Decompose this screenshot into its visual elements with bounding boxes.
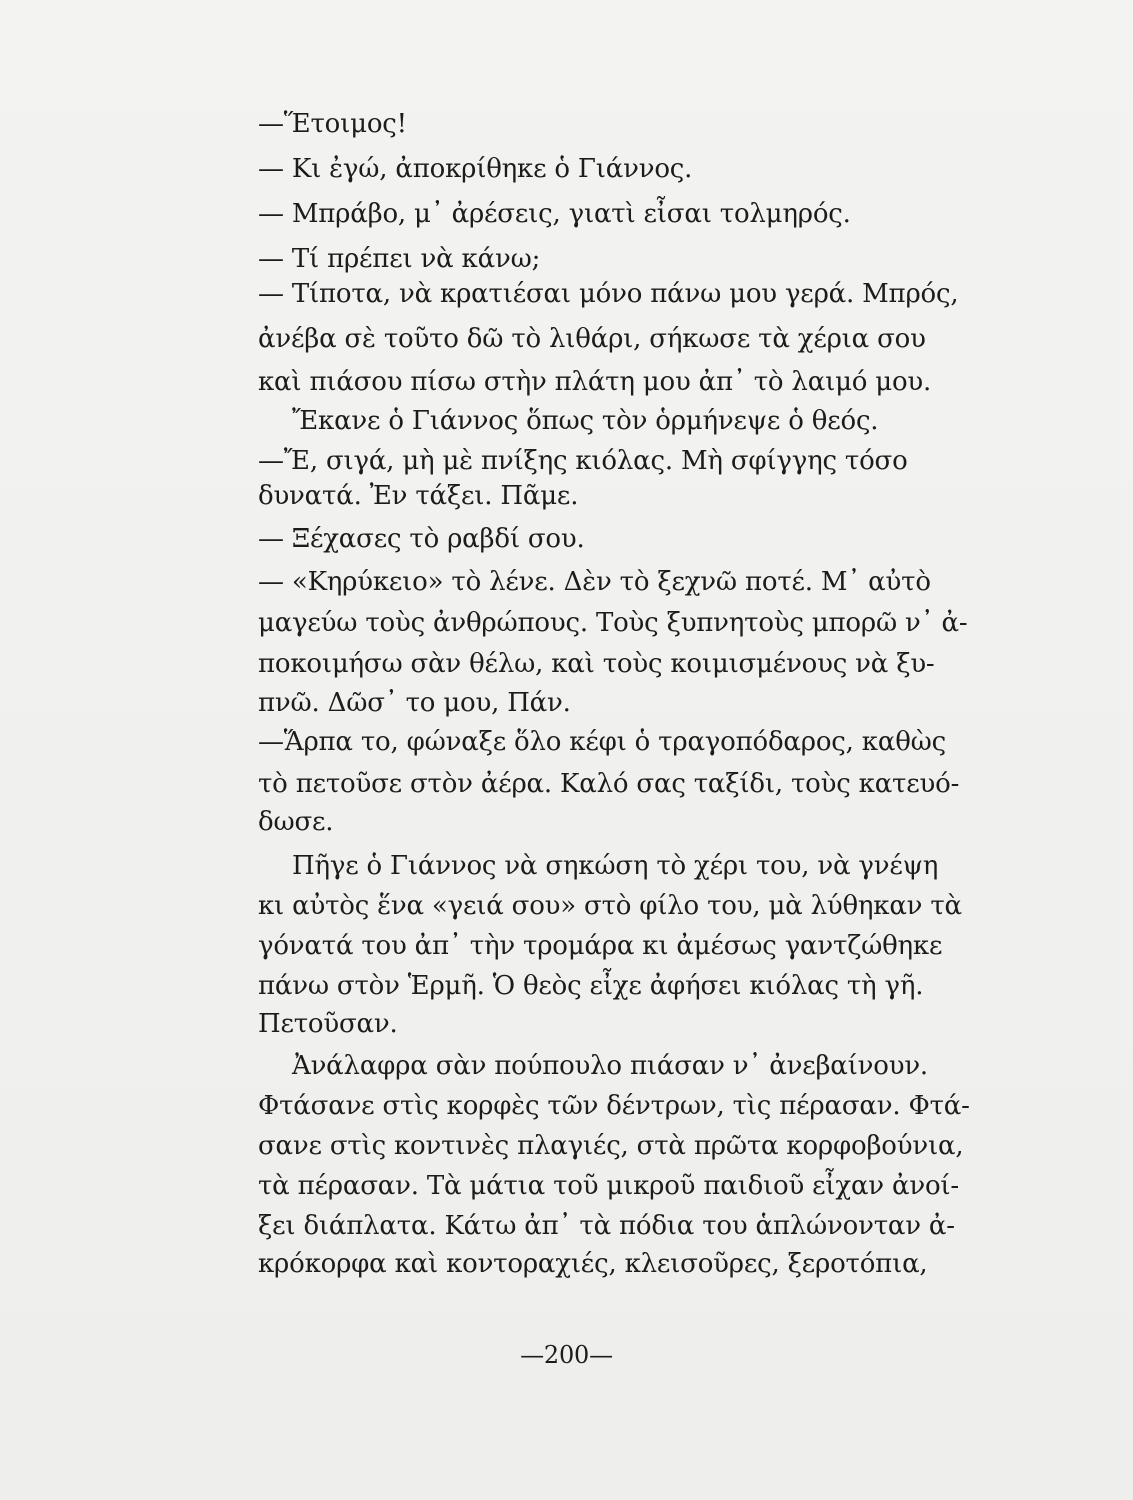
text-line: Φτάσανε στὶς κορφὲς τῶν δέντρων, τὶς πέρασαν. Φτά-: [258, 1091, 970, 1121]
text-line: Ἔκανε ὁ Γιάννος ὅπως τὸν ὁρμήνεψε ὁ θεός.: [292, 406, 879, 436]
text-line: κι αὐτὸς ἕνα «γειά σου» στὸ φίλο του, μὰ λύθηκαν τὰ: [258, 891, 962, 921]
text-line: γόνατά του ἀπ᾽ τὴν τρομάρα κι ἀμέσως γαντζώθηκε: [258, 931, 943, 961]
text-line: — «Κηρύκειο» τὸ λένε. Δὲν τὸ ξεχνῶ ποτέ. Μ᾽ αὐτὸ: [258, 567, 931, 597]
text-line: —Ἅρπα το, φώναξε ὅλο κέφι ὁ τραγοπόδαρος, καθὼς: [258, 727, 947, 757]
text-line: —Ἔ, σιγά, μὴ μὲ πνίξης κιόλας. Μὴ σφίγγης τόσο: [258, 446, 908, 476]
text-line: δωσε.: [258, 807, 334, 837]
text-line: Πῆγε ὁ Γιάννος νὰ σηκώση τὸ χέρι του, νὰ γνέψη: [292, 851, 939, 881]
text-line: Ἀνάλαφρα σὰν πούπουλο πιάσαν ν᾽ ἀνεβαίνουν.: [292, 1051, 928, 1081]
text-line: — Τί πρέπει νὰ κάνω;: [258, 244, 541, 274]
text-line: — Μπράβο, μ᾽ ἀρέσεις, γιατὶ εἶσαι τολμηρός.: [258, 199, 851, 229]
text-line: ξει διάπλατα. Κάτω ἀπ᾽ τὰ πόδια του ἁπλώνονταν ἀ-: [258, 1211, 955, 1241]
text-line: τὸ πετοῦσε στὸν ἀέρα. Καλό σας ταξίδι, τοὺς κατευό-: [258, 769, 960, 799]
text-line: κρόκορφα καὶ κοντοραχιές, κλεισοῦρες, ξεροτόπια,: [258, 1249, 928, 1279]
text-line: ποκοιμήσω σὰν θέλω, καὶ τοὺς κοιμισμένους νὰ ξυ-: [258, 649, 935, 679]
text-line: — Κι ἐγώ, ἀποκρίθηκε ὁ Γιάννος.: [258, 154, 693, 184]
text-line: σανε στὶς κοντινὲς πλαγιές, στὰ πρῶτα κορφοβούνια,: [258, 1131, 964, 1161]
text-line: — Ξέχασες τὸ ραβδί σου.: [258, 524, 585, 554]
text-line: — Τίποτα, νὰ κρατιέσαι μόνο πάνω μου γερά. Μπρός,: [258, 279, 959, 309]
text-line: δυνατά. Ἐν τάξει. Πᾶμε.: [258, 481, 579, 511]
text-line: Πετοῦσαν.: [258, 1009, 398, 1039]
page-number: —200—: [520, 1341, 613, 1369]
text-line: πνῶ. Δῶσ᾽ το μου, Πάν.: [258, 688, 571, 718]
text-line: καὶ πιάσου πίσω στὴν πλάτη μου ἀπ᾽ τὸ λαιμό μου.: [258, 367, 932, 397]
text-line: —Ἕτοιμος!: [258, 109, 407, 139]
text-line: μαγεύω τοὺς ἀνθρώπους. Τοὺς ξυπνητοὺς μπορῶ ν᾽ ἀ-: [258, 608, 968, 638]
text-line: ἀνέβα σὲ τοῦτο δῶ τὸ λιθάρι, σήκωσε τὰ χέρια σου: [258, 324, 926, 354]
text-line: πάνω στὸν Ἑρμῆ. Ὁ θεὸς εἶχε ἀφήσει κιόλας τὴ γῆ.: [258, 971, 924, 1001]
text-line: τὰ πέρασαν. Τὰ μάτια τοῦ μικροῦ παιδιοῦ εἶχαν ἀνοί-: [258, 1171, 959, 1201]
